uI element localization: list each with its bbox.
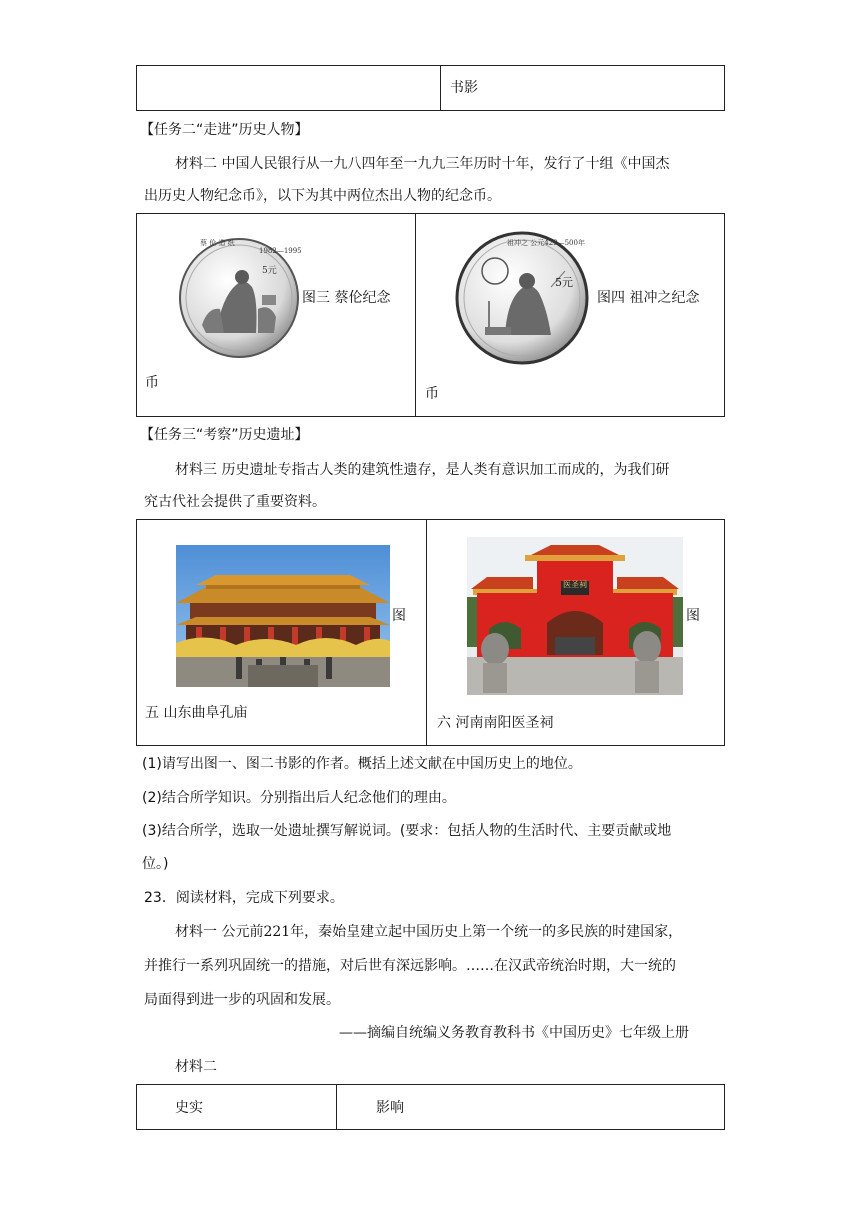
table-top-divider: [440, 65, 441, 111]
material2-table-divider: [336, 1084, 337, 1130]
question-1: (1)请写出图一、图二书影的作者。概括上述文献在中国历史上的地位。: [142, 756, 582, 772]
q23-source: ——摘编自统编义务教育教科书《中国历史》七年级上册: [339, 1025, 689, 1041]
q23-material1-line3: 局面得到进一步的巩固和发展。: [144, 992, 340, 1008]
zuchongzhi-coin-inscription: 祖冲之 公元429—500年: [507, 239, 585, 247]
cailun-coin-value: 5元: [262, 266, 277, 276]
zuchongzhi-coin-caption-wrap: 币: [425, 386, 439, 402]
fig5-caption: 五 山东曲阜孔庙: [145, 705, 248, 721]
fig6-caption: 六 河南南阳医圣祠: [437, 715, 554, 731]
question-2: (2)结合所学知识。分别指出后人纪念他们的理由。: [142, 790, 456, 806]
task2-paragraph-line2: 出历史人物纪念币》，以下为其中两位杰出人物的纪念币。: [144, 188, 501, 204]
task2-heading: 【任务二“走进”历史人物】: [140, 122, 309, 138]
material2-col-impact: 影响: [376, 1100, 404, 1116]
confucius-temple-photo: [176, 545, 390, 687]
cailun-coin-years: 1982—1995: [259, 247, 302, 255]
material2-table: [136, 1084, 725, 1130]
task3-paragraph-line2: 究古代社会提供了重要资料。: [144, 494, 326, 510]
yisheng-shrine-photo: [467, 537, 683, 695]
question-23-title: 23．阅读材料，完成下列要求。: [144, 890, 344, 906]
q23-material2-label: 材料二: [175, 1059, 217, 1075]
task2-paragraph-line1: 材料二 中国人民银行从一九八四年至一九九三年历时十年，发行了十组《中国杰: [175, 156, 670, 172]
q23-material1-line2: 并推行一系列巩固统一的措施，对后世有深远影响。……在汉武帝统治时期，大一统的: [144, 958, 676, 974]
question-3-line2: 位。): [142, 856, 169, 872]
task3-paragraph-line1: 材料三 历史遗址专指古人类的建筑性遗存，是人类有意识加工而成的，为我们研: [175, 462, 670, 478]
table-top: [136, 65, 725, 111]
cailun-coin-caption: 图三 蔡伦纪念: [302, 290, 391, 306]
task3-heading: 【任务三“考察”历史遗址】: [140, 427, 309, 443]
cailun-coin-caption-wrap: 币: [145, 375, 159, 391]
cailun-coin-inscription: 蔡 伦 造 纸: [200, 239, 235, 247]
material2-col-facts: 史实: [175, 1100, 203, 1116]
zuchongzhi-coin-value: 5元: [555, 276, 573, 289]
coin-table-divider: [415, 213, 416, 417]
zuchongzhi-coin-caption: 图四 祖冲之纪念: [597, 290, 700, 306]
q23-material1-line1: 材料一 公元前221年，秦始皇建立起中国历史上第一个统一的多民族的时建国家，: [175, 924, 683, 940]
sites-table-divider: [426, 519, 427, 746]
zuchongzhi-coin-image: [455, 231, 589, 365]
fig6-mark: 图: [686, 608, 700, 624]
question-3-line1: (3)结合所学，选取一处遗址撰写解说词。(要求：包括人物的生活时代、主要贡献或地: [142, 823, 672, 839]
table-top-cell-label: 书影: [450, 80, 478, 96]
fig5-mark: 图: [392, 608, 406, 624]
fig6-plaque: 医圣祠: [563, 580, 587, 589]
